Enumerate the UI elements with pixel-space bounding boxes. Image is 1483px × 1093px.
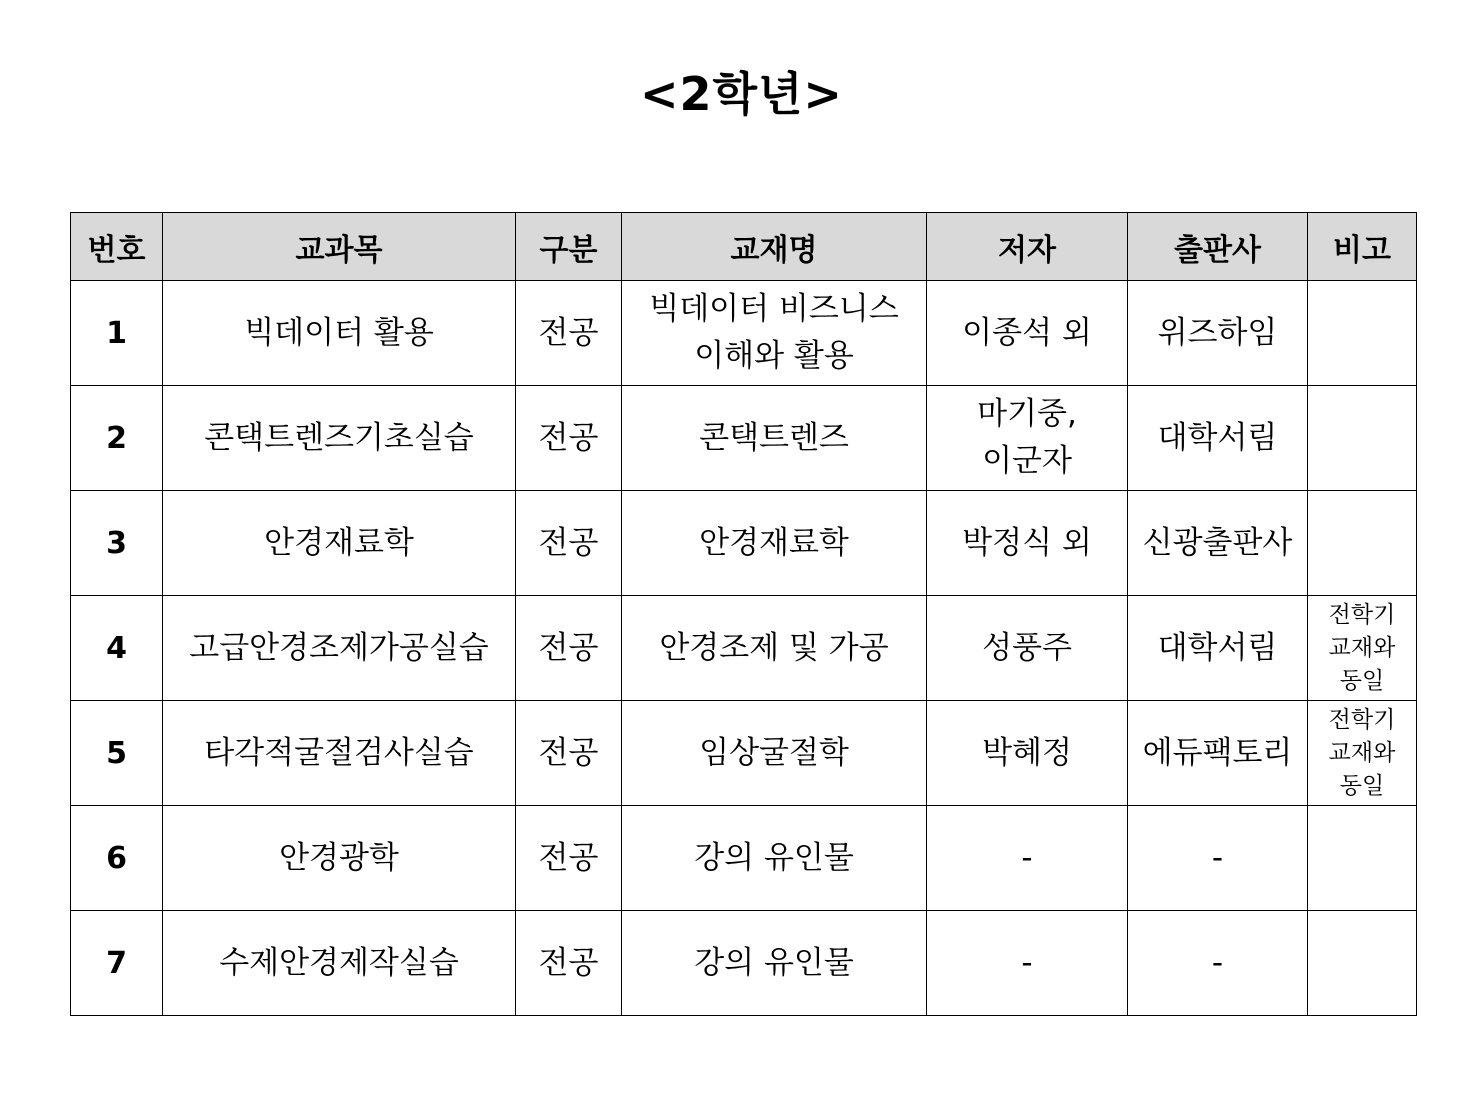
cell-no: 7 xyxy=(71,911,163,1016)
cell-note xyxy=(1308,491,1417,596)
cell-publisher: - xyxy=(1128,911,1308,1016)
cell-author: 이종석 외 xyxy=(927,281,1128,386)
cell-note: 전학기 교재와 동일 xyxy=(1308,596,1417,701)
cell-course: 콘택트렌즈기초실습 xyxy=(163,386,516,491)
table-row xyxy=(71,701,1417,806)
cell-no: 2 xyxy=(71,386,163,491)
cell-no: 5 xyxy=(71,701,163,806)
header-row xyxy=(71,213,1417,281)
page-title: <2학년> xyxy=(640,67,843,121)
cell-textbook: 안경재료학 xyxy=(622,491,927,596)
table-row xyxy=(71,911,1417,1016)
cell-author: - xyxy=(927,911,1128,1016)
cell-no: 6 xyxy=(71,806,163,911)
cell-course: 안경재료학 xyxy=(163,491,516,596)
header-no: 번호 xyxy=(71,213,163,281)
cell-author: - xyxy=(927,806,1128,911)
cell-course: 빅데이터 활용 xyxy=(163,281,516,386)
header-publisher: 출판사 xyxy=(1128,213,1308,281)
cell-course: 고급안경조제가공실습 xyxy=(163,596,516,701)
header-textbook: 교재명 xyxy=(622,213,927,281)
cell-publisher: 위즈하임 xyxy=(1128,281,1308,386)
cell-author: 성풍주 xyxy=(927,596,1128,701)
cell-no: 1 xyxy=(71,281,163,386)
table-row xyxy=(71,491,1417,596)
cell-author: 박혜정 xyxy=(927,701,1128,806)
cell-no: 3 xyxy=(71,491,163,596)
cell-note xyxy=(1308,806,1417,911)
cell-textbook: 임상굴절학 xyxy=(622,701,927,806)
cell-publisher: 대학서림 xyxy=(1128,386,1308,491)
cell-publisher: - xyxy=(1128,806,1308,911)
cell-course: 타각적굴절검사실습 xyxy=(163,701,516,806)
cell-type: 전공 xyxy=(516,596,622,701)
cell-course: 수제안경제작실습 xyxy=(163,911,516,1016)
cell-publisher: 신광출판사 xyxy=(1128,491,1308,596)
table-row xyxy=(71,281,1417,386)
header-course: 교과목 xyxy=(163,213,516,281)
header-author: 저자 xyxy=(927,213,1128,281)
cell-type: 전공 xyxy=(516,386,622,491)
cell-note xyxy=(1308,281,1417,386)
cell-type: 전공 xyxy=(516,281,622,386)
cell-textbook: 강의 유인물 xyxy=(622,911,927,1016)
cell-author: 박정식 외 xyxy=(927,491,1128,596)
cell-textbook: 안경조제 및 가공 xyxy=(622,596,927,701)
cell-textbook: 콘택트렌즈 xyxy=(622,386,927,491)
cell-note: 전학기 교재와 동일 xyxy=(1308,701,1417,806)
header-type: 구분 xyxy=(516,213,622,281)
cell-textbook: 강의 유인물 xyxy=(622,806,927,911)
textbook-table xyxy=(70,212,1417,1016)
cell-type: 전공 xyxy=(516,806,622,911)
cell-note xyxy=(1308,911,1417,1016)
table-row xyxy=(71,806,1417,911)
cell-type: 전공 xyxy=(516,491,622,596)
cell-no: 4 xyxy=(71,596,163,701)
header-note: 비고 xyxy=(1308,213,1417,281)
cell-publisher: 대학서림 xyxy=(1128,596,1308,701)
cell-note xyxy=(1308,386,1417,491)
cell-textbook: 빅데이터 비즈니스 이해와 활용 xyxy=(622,281,927,386)
cell-type: 전공 xyxy=(516,911,622,1016)
table-row xyxy=(71,596,1417,701)
cell-course: 안경광학 xyxy=(163,806,516,911)
table-row xyxy=(71,386,1417,491)
cell-publisher: 에듀팩토리 xyxy=(1128,701,1308,806)
cell-type: 전공 xyxy=(516,701,622,806)
cell-author: 마기중, 이군자 xyxy=(927,386,1128,491)
